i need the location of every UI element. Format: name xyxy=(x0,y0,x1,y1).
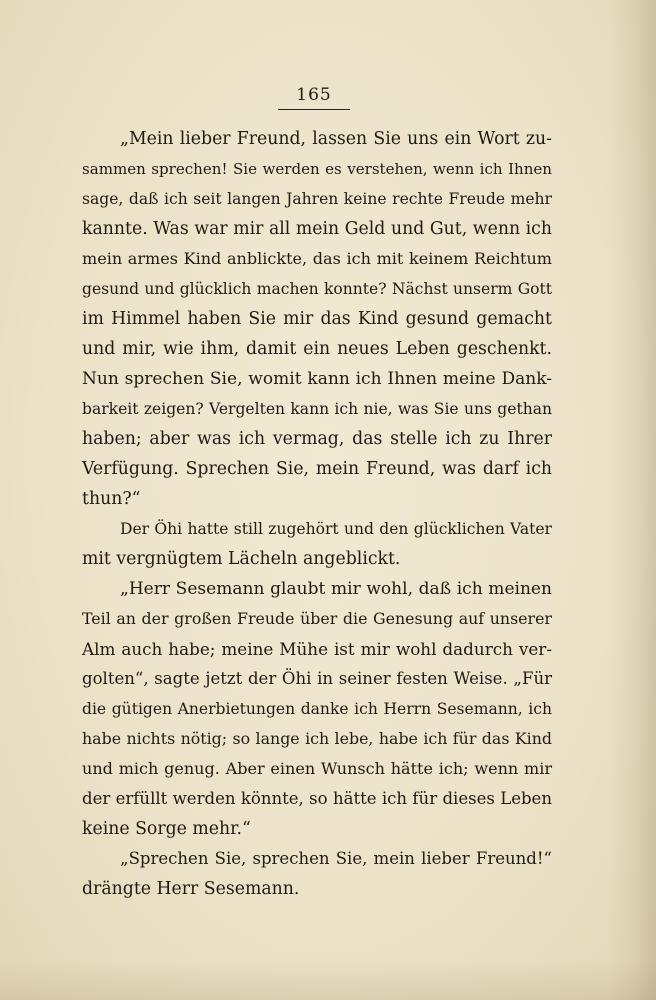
text-line: im Himmel haben Sie mir das Kind gesund gemacht xyxy=(82,309,552,329)
text-line: Der Öhi hatte still zugehört und den glücklichen Vater xyxy=(120,520,552,538)
text-line: „Herr Sesemann glaubt mir wohl, daß ich meinen xyxy=(120,579,552,599)
text-line: und mir, wie ihm, damit ein neues Leben geschenkt. xyxy=(82,339,552,359)
text-line: sammen sprechen! Sie werden es verstehen, wenn ich Ihnen xyxy=(82,160,552,178)
text-line: der erfüllt werden könnte, so hätte ich für dieses Leben xyxy=(82,789,552,808)
header-rule xyxy=(278,109,350,110)
text-line: gesund und glücklich machen konnte? Nächst unserm Gott xyxy=(82,280,552,298)
text-line: kannte. Was war mir all mein Geld und Gut, wenn ich xyxy=(82,219,552,239)
text-line: sage, daß ich seit langen Jahren keine rechte Freude mehr xyxy=(82,190,552,208)
text-line: „Mein lieber Freund, lassen Sie uns ein Wort zu- xyxy=(120,129,552,149)
text-line: und mich genug. Aber einen Wunsch hätte ich; wenn mir xyxy=(82,759,552,778)
text-line: barkeit zeigen? Vergelten kann ich nie, was Sie uns gethan xyxy=(82,400,552,418)
text-line: die gütigen Anerbietungen danke ich Herrn Sesemann, ich xyxy=(82,700,552,718)
page-number: 165 xyxy=(296,85,332,105)
text-line: mein armes Kind anblickte, das ich mit keinem Reichtum xyxy=(82,249,552,268)
text-line: Alm auch habe; meine Mühe ist mir wohl dadurch ver- xyxy=(82,639,552,659)
text-line: haben; aber was ich vermag, das stelle ich zu Ihrer xyxy=(82,429,552,449)
text-line: Nun sprechen Sie, womit kann ich Ihnen meine Dank- xyxy=(82,369,552,389)
text-line: drängte Herr Sesemann. xyxy=(82,879,300,899)
text-line: Verfügung. Sprechen Sie, mein Freund, was darf ich xyxy=(82,459,552,479)
page-header xyxy=(278,84,350,110)
text-line: thun?“ xyxy=(82,489,141,509)
text-line: golten“, sagte jetzt der Öhi in seiner festen Weise. „Für xyxy=(82,669,552,688)
text-line: keine Sorge mehr.“ xyxy=(82,819,251,839)
text-line: Teil an der großen Freude über die Genesung auf unserer xyxy=(82,609,552,628)
text-line: habe nichts nötig; so lange ich lebe, habe ich für das Kind xyxy=(82,729,552,748)
text-line: mit vergnügtem Lächeln angeblickt. xyxy=(82,549,401,569)
text-line: „Sprechen Sie, sprechen Sie, mein lieber Freund!“ xyxy=(120,849,552,868)
body-text xyxy=(82,124,552,904)
